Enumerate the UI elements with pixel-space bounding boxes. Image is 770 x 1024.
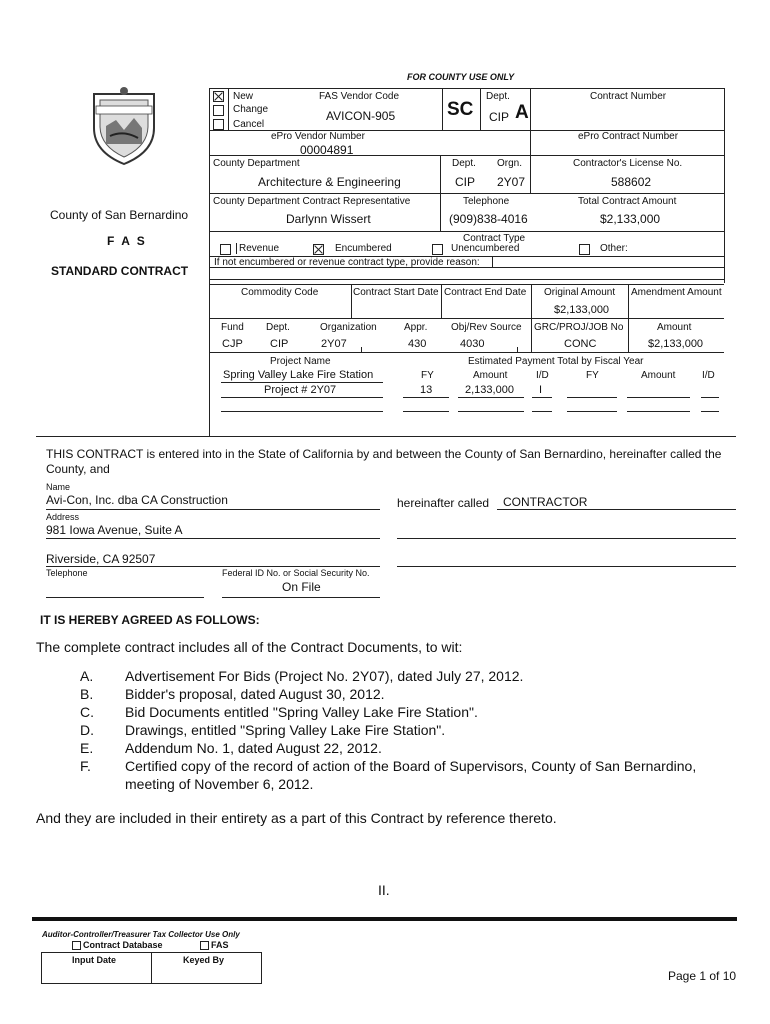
input-date-label: Input Date <box>72 955 116 965</box>
change-checkbox[interactable] <box>213 105 224 116</box>
change-label: Change <box>233 104 269 115</box>
telephone-value: (909)838-4016 <box>449 212 528 226</box>
encumbered-label: Encumbered <box>335 243 392 254</box>
county-department: Architecture & Engineering <box>258 175 401 189</box>
grc-label: GRC/PROJ/JOB No <box>534 322 624 333</box>
address-line-2: Riverside, CA 92507 <box>46 552 156 566</box>
epro-contract-number-label: ePro Contract Number <box>578 131 679 142</box>
license-value: 588602 <box>611 175 652 189</box>
contract-database-label: Contract Database <box>83 940 163 950</box>
project-number: Project # 2Y07 <box>264 384 337 396</box>
total-label: Total Contract Amount <box>578 196 677 207</box>
vendor-dept-label: Dept. <box>486 91 510 102</box>
fund-value: CJP <box>222 338 243 350</box>
vendor-dept: CIP <box>489 110 510 124</box>
fy-label-1: FY <box>421 370 434 381</box>
telephone-label: Telephone <box>463 196 510 207</box>
list-item: A. Advertisement For Bids (Project No. 2Y07), dated July 27, 2012. <box>80 668 524 684</box>
contractor-name: Avi-Con, Inc. dba CA Construction <box>46 493 228 507</box>
section-number: II. <box>378 882 390 898</box>
encumbered-checkbox[interactable] <box>313 244 324 255</box>
total-value: $2,133,000 <box>600 212 661 226</box>
original-amount: $2,133,000 <box>554 304 610 316</box>
license-label: Contractor's License No. <box>573 158 683 169</box>
a-code: A <box>515 102 529 123</box>
amount-label-2: Amount <box>641 370 676 381</box>
intro-text: THIS CONTRACT is entered into in the State of California by and between the County of San Bernardino, hereinafter called the County, and <box>46 447 722 476</box>
list-item: D. Drawings, entitled "Spring Valley Lake Fire Station". <box>80 722 446 738</box>
appr-value: 430 <box>408 338 427 350</box>
fund-amount-value: $2,133,000 <box>648 338 704 350</box>
id-label-1: I/D <box>536 370 549 381</box>
start-date-label: Contract Start Date <box>353 287 439 298</box>
fas-checkbox[interactable] <box>200 941 209 950</box>
rep-label: County Department Contract Representative <box>213 196 411 207</box>
dept-value: CIP <box>455 175 476 189</box>
list-item: F. Certified copy of the record of action of the Board of Supervisors, County of San Bernardino, <box>80 758 697 774</box>
page-number: Page 1 of 10 <box>668 969 737 983</box>
revenue-label: Revenue <box>236 243 279 254</box>
orgn-label: Orgn. <box>497 158 523 169</box>
grc-value: CONC <box>564 338 597 350</box>
footer-rule <box>32 917 737 921</box>
federal-id-value: On File <box>282 580 321 594</box>
id-value: I <box>539 384 543 396</box>
new-label: New <box>233 91 254 102</box>
federal-id-label: Federal ID No. or Social Security No. <box>222 568 370 578</box>
organization-value: 2Y07 <box>321 338 347 350</box>
agreement-closing: And they are included in their entirety as a part of this Contract by reference thereto. <box>36 810 557 826</box>
list-item: B. Bidder's proposal, dated August 30, 2012. <box>80 686 385 702</box>
unencumbered-checkbox[interactable] <box>432 244 443 255</box>
fund-dept-value: CIP <box>270 338 289 350</box>
id-label-2: I/D <box>702 370 715 381</box>
list-item-continuation: meeting of November 6, 2012. <box>125 776 314 792</box>
keyed-by-label: Keyed By <box>183 955 225 965</box>
list-item: E. Addendum No. 1, dated August 22, 2012. <box>80 740 382 756</box>
commodity-code-label: Commodity Code <box>241 287 319 298</box>
unencumbered-label: Unencumbered <box>451 243 520 254</box>
contract-database-checkbox[interactable] <box>72 941 81 950</box>
fund-label: Fund <box>221 322 244 333</box>
obj-rev-source-label: Obj/Rev Source <box>451 322 522 333</box>
amendment-amount-label: Amendment Amount <box>631 287 722 298</box>
cancel-checkbox[interactable] <box>213 119 224 130</box>
fas-vendor-code: AVICON-905 <box>326 109 396 123</box>
address-line-1: 981 Iowa Avenue, Suite A <box>46 523 183 537</box>
appr-label: Appr. <box>404 322 428 333</box>
end-date-label: Contract End Date <box>444 287 527 298</box>
reason-label: If not encumbered or revenue contract type, provide reason: <box>214 257 480 268</box>
address-label: Address <box>46 512 80 522</box>
fy-value: 13 <box>420 384 433 396</box>
other-checkbox[interactable] <box>579 244 590 255</box>
for-county-use-only: FOR COUNTY USE ONLY <box>407 72 515 82</box>
other-label: Other: <box>600 243 628 254</box>
fas-vendor-code-label: FAS Vendor Code <box>319 91 400 102</box>
name-label: Name <box>46 482 71 492</box>
hereinafter-called: hereinafter called <box>397 496 490 510</box>
sc-code: SC <box>447 99 474 120</box>
county-department-label: County Department <box>213 158 300 169</box>
fy-label-2: FY <box>586 370 599 381</box>
rep-name: Darlynn Wissert <box>286 212 371 226</box>
auditor-label: Auditor-Controller/Treasurer Tax Collector Use Only <box>42 930 240 939</box>
fund-amount-label: Amount <box>657 322 692 333</box>
telephone-field-label: Telephone <box>46 568 88 578</box>
fas-heading: F A S <box>107 234 147 248</box>
original-amount-label: Original Amount <box>544 287 616 298</box>
contractor-designation: CONTRACTOR <box>503 495 588 509</box>
project-name: Spring Valley Lake Fire Station <box>223 369 374 381</box>
list-item: C. Bid Documents entitled "Spring Valley Lake Fire Station". <box>80 704 478 720</box>
dept-label: Dept. <box>452 158 476 169</box>
fas-checkbox-label: FAS <box>211 940 229 950</box>
fund-dept-label: Dept. <box>266 322 290 333</box>
county-seal <box>88 86 160 166</box>
contract-number-label: Contract Number <box>590 91 667 102</box>
epro-vendor-number: 00004891 <box>300 143 354 157</box>
payment-amount: 2,133,000 <box>465 384 514 396</box>
project-name-label: Project Name <box>270 356 331 367</box>
county-name: County of San Bernardino <box>50 208 189 222</box>
revenue-checkbox[interactable] <box>220 244 231 255</box>
standard-contract-heading: STANDARD CONTRACT <box>51 264 189 278</box>
new-checkbox[interactable] <box>213 91 224 102</box>
cancel-label: Cancel <box>233 119 265 130</box>
obj-value: 4030 <box>460 338 485 350</box>
agreement-heading: IT IS HEREBY AGREED AS FOLLOWS: <box>40 613 260 627</box>
contract-type-label: Contract Type <box>463 233 526 244</box>
orgn-value: 2Y07 <box>497 175 526 189</box>
estimated-payment-label: Estimated Payment Total by Fiscal Year <box>468 356 644 367</box>
epro-vendor-number-label: ePro Vendor Number <box>271 131 365 142</box>
amount-label-1: Amount <box>473 370 508 381</box>
organization-label: Organization <box>320 322 377 333</box>
agreement-lead: The complete contract includes all of the Contract Documents, to wit: <box>36 639 463 655</box>
